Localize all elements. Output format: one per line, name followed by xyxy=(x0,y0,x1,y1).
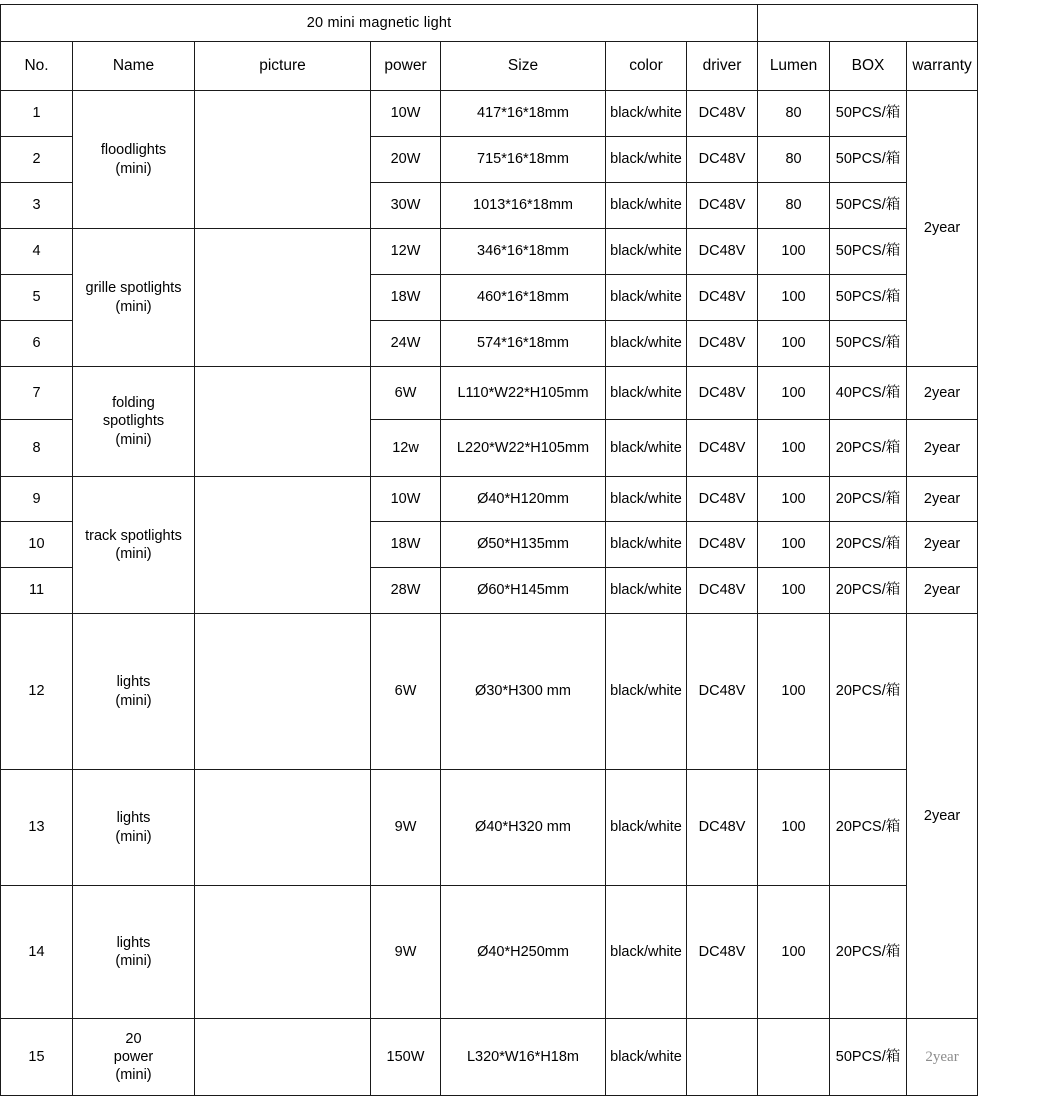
cell-lumen: 100 xyxy=(758,420,830,477)
cell-color: black/white xyxy=(606,229,687,275)
cell-driver: DC48V xyxy=(687,522,758,568)
cell-no: 10 xyxy=(1,522,73,568)
column-header-lumen: Lumen xyxy=(758,42,830,91)
table-row xyxy=(1,614,978,770)
cell-color: black/white xyxy=(606,568,687,614)
cell-driver: DC48V xyxy=(687,367,758,420)
cell-picture xyxy=(195,367,371,477)
cell-lumen: 100 xyxy=(758,477,830,522)
product-name-line2: spotlights xyxy=(102,413,165,430)
cell-power: 18W xyxy=(371,522,441,568)
cell-lumen: 100 xyxy=(758,568,830,614)
column-header-size: Size xyxy=(441,42,606,91)
cell-no: 13 xyxy=(1,770,73,886)
cell-lumen: 100 xyxy=(758,770,830,886)
cell-driver: DC48V xyxy=(687,770,758,886)
cell-power: 10W xyxy=(371,477,441,522)
cell-size: 417*16*18mm xyxy=(441,91,606,137)
cell-color: black/white xyxy=(606,886,687,1019)
cell-no: 4 xyxy=(1,229,73,275)
cell-lumen: 100 xyxy=(758,522,830,568)
cell-size: 574*16*18mm xyxy=(441,321,606,367)
cell-no: 5 xyxy=(1,275,73,321)
cell-name xyxy=(73,770,195,886)
cell-color: black/white xyxy=(606,321,687,367)
table-row xyxy=(1,770,978,886)
column-header-name: Name xyxy=(73,42,195,91)
cell-power: 12W xyxy=(371,229,441,275)
product-name-line: lights xyxy=(116,674,151,691)
cell-size: Ø40*H320 mm xyxy=(441,770,606,886)
cell-power: 150W xyxy=(371,1019,441,1096)
cell-power: 9W xyxy=(371,886,441,1019)
product-name-line: 20 xyxy=(125,1030,142,1047)
cell-power: 20W xyxy=(371,137,441,183)
cell-warranty-merged: 2year xyxy=(907,91,978,367)
cell-no: 15 xyxy=(1,1019,73,1096)
cell-size: Ø40*H250mm xyxy=(441,886,606,1019)
product-name-line2: power xyxy=(113,1048,154,1065)
cell-color: black/white xyxy=(606,275,687,321)
product-name-sub: (mini) xyxy=(115,160,152,177)
cell-box: 20PCS/箱 xyxy=(830,770,907,886)
product-name-line: grille spotlights xyxy=(85,280,182,297)
cell-lumen xyxy=(758,1019,830,1096)
cell-warranty-merged: 2year xyxy=(907,614,978,1019)
cell-box: 20PCS/箱 xyxy=(830,886,907,1019)
cell-name xyxy=(73,91,195,229)
cell-power: 10W xyxy=(371,91,441,137)
cell-lumen: 100 xyxy=(758,886,830,1019)
cell-power: 6W xyxy=(371,614,441,770)
cell-driver: DC48V xyxy=(687,614,758,770)
cell-lumen: 80 xyxy=(758,91,830,137)
cell-size: Ø40*H120mm xyxy=(441,477,606,522)
cell-no: 8 xyxy=(1,420,73,477)
cell-driver: DC48V xyxy=(687,275,758,321)
product-spec-table xyxy=(0,4,978,1096)
product-name-sub: (mini) xyxy=(115,953,152,969)
product-name-line: track spotlights xyxy=(85,527,182,544)
cell-lumen: 100 xyxy=(758,367,830,420)
table-header-row xyxy=(1,42,978,91)
cell-box: 20PCS/箱 xyxy=(830,420,907,477)
cell-picture xyxy=(195,1019,371,1096)
cell-picture xyxy=(195,886,371,1019)
cell-warranty: 2year xyxy=(907,367,978,420)
cell-size: Ø60*H145mm xyxy=(441,568,606,614)
table-row xyxy=(1,1019,978,1096)
cell-color: black/white xyxy=(606,137,687,183)
product-name-line: lights xyxy=(116,934,151,951)
table-row xyxy=(1,229,978,275)
cell-lumen: 100 xyxy=(758,614,830,770)
cell-lumen: 100 xyxy=(758,275,830,321)
cell-warranty: 2year xyxy=(907,1019,978,1096)
product-name-line: lights xyxy=(116,810,151,827)
cell-power: 18W xyxy=(371,275,441,321)
cell-lumen: 80 xyxy=(758,183,830,229)
cell-no: 9 xyxy=(1,477,73,522)
cell-box: 50PCS/箱 xyxy=(830,183,907,229)
cell-size: 715*16*18mm xyxy=(441,137,606,183)
cell-picture xyxy=(195,770,371,886)
title-row xyxy=(1,5,978,42)
column-header-no: No. xyxy=(1,42,73,91)
cell-power: 24W xyxy=(371,321,441,367)
cell-power: 28W xyxy=(371,568,441,614)
column-header-warranty: warranty xyxy=(907,42,978,91)
cell-size: L220*W22*H105mm xyxy=(441,420,606,477)
cell-no: 12 xyxy=(1,614,73,770)
cell-no: 3 xyxy=(1,183,73,229)
cell-driver: DC48V xyxy=(687,183,758,229)
cell-name xyxy=(73,367,195,477)
cell-driver: DC48V xyxy=(687,91,758,137)
cell-power: 12w xyxy=(371,420,441,477)
cell-name xyxy=(73,614,195,770)
cell-picture xyxy=(195,91,371,229)
product-name-sub: (mini) xyxy=(115,692,152,709)
cell-name xyxy=(73,477,195,614)
cell-color: black/white xyxy=(606,770,687,886)
product-name-sub: (mini) xyxy=(115,298,152,315)
product-name-sub: (mini) xyxy=(115,546,152,562)
cell-name xyxy=(73,229,195,367)
cell-size: Ø50*H135mm xyxy=(441,522,606,568)
cell-name xyxy=(73,886,195,1019)
cell-color: black/white xyxy=(606,522,687,568)
cell-size: Ø30*H300 mm xyxy=(441,614,606,770)
cell-color: black/white xyxy=(606,614,687,770)
product-name-sub: (mini) xyxy=(115,1067,152,1084)
cell-power: 9W xyxy=(371,770,441,886)
column-header-driver: driver xyxy=(687,42,758,91)
cell-box: 50PCS/箱 xyxy=(830,91,907,137)
cell-driver xyxy=(687,1019,758,1096)
cell-no: 2 xyxy=(1,137,73,183)
cell-size: 1013*16*18mm xyxy=(441,183,606,229)
cell-lumen: 100 xyxy=(758,229,830,275)
cell-lumen: 100 xyxy=(758,321,830,367)
cell-color: black/white xyxy=(606,1019,687,1096)
column-header-color: color xyxy=(606,42,687,91)
cell-size: 346*16*18mm xyxy=(441,229,606,275)
cell-no: 7 xyxy=(1,367,73,420)
cell-size: L320*W16*H18m xyxy=(441,1019,606,1096)
cell-color: black/white xyxy=(606,91,687,137)
cell-box: 20PCS/箱 xyxy=(830,477,907,522)
product-name-sub: (mini) xyxy=(115,431,152,448)
cell-driver: DC48V xyxy=(687,229,758,275)
cell-warranty: 2year xyxy=(907,568,978,614)
cell-driver: DC48V xyxy=(687,477,758,522)
cell-color: black/white xyxy=(606,420,687,477)
cell-picture xyxy=(195,614,371,770)
cell-warranty: 2year xyxy=(907,522,978,568)
cell-box: 50PCS/箱 xyxy=(830,229,907,275)
cell-box: 50PCS/箱 xyxy=(830,1019,907,1096)
cell-no: 11 xyxy=(1,568,73,614)
cell-driver: DC48V xyxy=(687,420,758,477)
title-blank-cell xyxy=(758,5,978,42)
cell-color: black/white xyxy=(606,477,687,522)
table-row xyxy=(1,886,978,1019)
cell-box: 50PCS/箱 xyxy=(830,321,907,367)
product-name-line: folding xyxy=(112,395,155,412)
cell-box: 20PCS/箱 xyxy=(830,614,907,770)
cell-warranty: 2year xyxy=(907,477,978,522)
page-title: 20 mini magnetic light xyxy=(1,5,758,42)
cell-color: black/white xyxy=(606,367,687,420)
table-row xyxy=(1,91,978,137)
cell-no: 6 xyxy=(1,321,73,367)
cell-box: 50PCS/箱 xyxy=(830,137,907,183)
cell-color: black/white xyxy=(606,183,687,229)
cell-size: 460*16*18mm xyxy=(441,275,606,321)
cell-box: 20PCS/箱 xyxy=(830,568,907,614)
product-name-sub: (mini) xyxy=(115,828,152,845)
column-header-box: BOX xyxy=(830,42,907,91)
cell-box: 20PCS/箱 xyxy=(830,522,907,568)
cell-lumen: 80 xyxy=(758,137,830,183)
cell-power: 30W xyxy=(371,183,441,229)
cell-driver: DC48V xyxy=(687,321,758,367)
column-header-picture: picture xyxy=(195,42,371,91)
cell-box: 50PCS/箱 xyxy=(830,275,907,321)
cell-power: 6W xyxy=(371,367,441,420)
cell-driver: DC48V xyxy=(687,137,758,183)
table-row xyxy=(1,367,978,420)
product-name-line: floodlights xyxy=(100,142,167,159)
cell-name xyxy=(73,1019,195,1096)
column-header-power: power xyxy=(371,42,441,91)
cell-no: 1 xyxy=(1,91,73,137)
cell-picture xyxy=(195,229,371,367)
cell-driver: DC48V xyxy=(687,886,758,1019)
cell-box: 40PCS/箱 xyxy=(830,367,907,420)
cell-no: 14 xyxy=(1,886,73,1019)
cell-size: L110*W22*H105mm xyxy=(441,367,606,420)
cell-warranty: 2year xyxy=(907,420,978,477)
cell-driver: DC48V xyxy=(687,568,758,614)
table-row xyxy=(1,477,978,522)
cell-picture xyxy=(195,477,371,614)
